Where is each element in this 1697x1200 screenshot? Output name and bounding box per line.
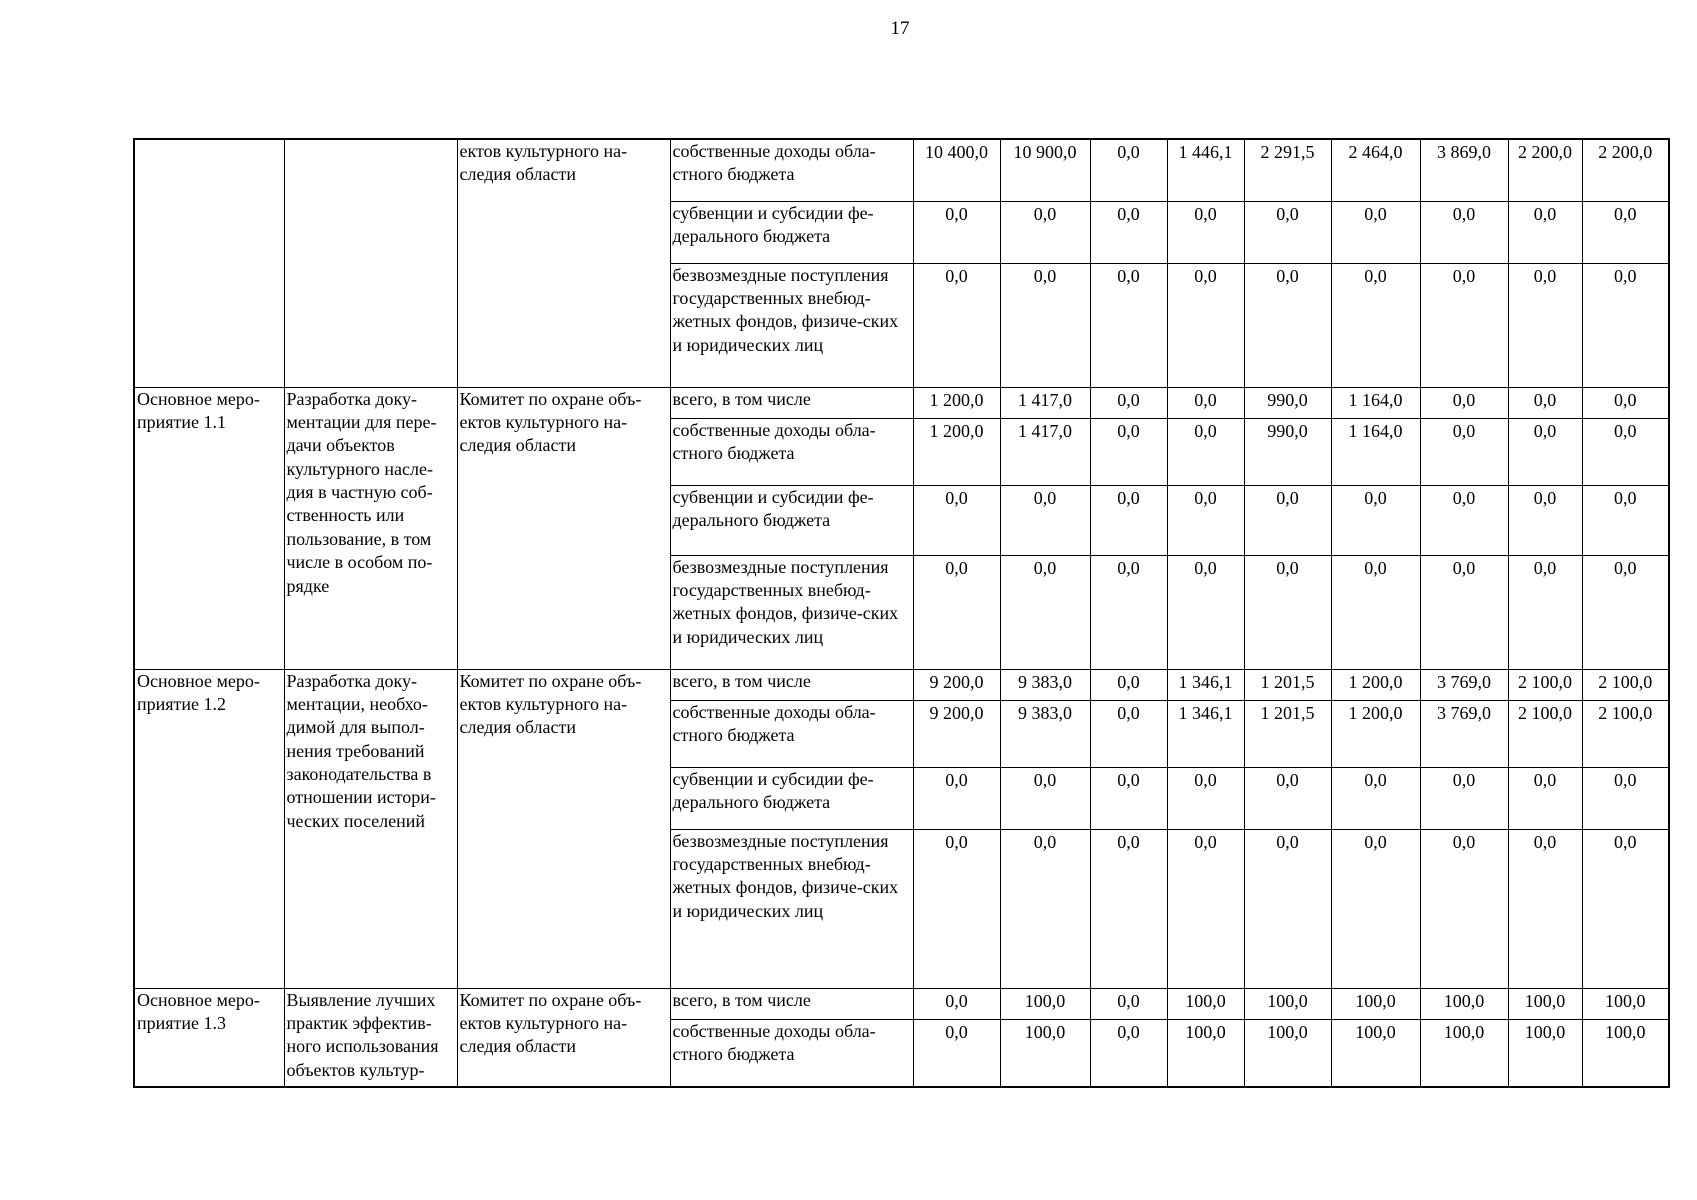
value-cell: 1 346,1 (1167, 669, 1244, 700)
value-cell: 100,0 (1582, 988, 1669, 1019)
value-cell: 10 900,0 (1000, 139, 1090, 201)
funding-source-cell: безвозмездные поступления государственных внебюд-жетных фондов, физиче-ских и юридических лиц (670, 829, 913, 988)
value-cell: 0,0 (1508, 485, 1582, 555)
funding-source-cell: собственные доходы обла-стного бюджета (670, 700, 913, 767)
group-executor-cell: Комитет по охране объ-ектов культурного на-следия области (457, 669, 670, 988)
value-cell: 1 164,0 (1331, 418, 1420, 485)
value-cell: 1 201,5 (1244, 700, 1331, 767)
table-row (134, 387, 1669, 418)
value-cell: 0,0 (1582, 829, 1669, 988)
value-cell: 0,0 (1331, 767, 1420, 829)
value-cell: 100,0 (1508, 988, 1582, 1019)
value-cell: 0,0 (1000, 485, 1090, 555)
value-cell: 1 446,1 (1167, 139, 1244, 201)
funding-source-cell: всего, в том числе (670, 669, 913, 700)
value-cell: 0,0 (1090, 263, 1167, 387)
value-cell: 0,0 (1090, 418, 1167, 485)
group-executor-cell: ектов культурного на-следия области (457, 139, 670, 387)
value-cell: 0,0 (1420, 555, 1508, 669)
funding-source-cell: всего, в том числе (670, 387, 913, 418)
value-cell: 2 100,0 (1582, 700, 1669, 767)
value-cell: 0,0 (1090, 829, 1167, 988)
group-title-cell (284, 139, 457, 387)
value-cell: 0,0 (1420, 485, 1508, 555)
funding-source-cell: собственные доходы обла-стного бюджета (670, 418, 913, 485)
value-cell: 990,0 (1244, 387, 1331, 418)
value-cell: 0,0 (1090, 555, 1167, 669)
funding-source-cell: субвенции и субсидии фе-дерального бюджета (670, 201, 913, 263)
value-cell: 100,0 (1167, 1019, 1244, 1087)
budget-table (133, 138, 1670, 1088)
value-cell: 2 291,5 (1244, 139, 1331, 201)
funding-source-cell: собственные доходы обла-стного бюджета (670, 1019, 913, 1087)
group-title-cell: Разработка доку-ментации для пере-дачи объектов культурного насле-дия в частную соб-ственность или пользование, в том числе в особом по-рядке (284, 387, 457, 669)
value-cell: 100,0 (1420, 988, 1508, 1019)
funding-source-cell: безвозмездные поступления государственных внебюд-жетных фондов, физиче-ских и юридических лиц (670, 555, 913, 669)
value-cell: 0,0 (1508, 418, 1582, 485)
value-cell: 100,0 (1000, 1019, 1090, 1087)
group-executor-cell: Комитет по охране объ-ектов культурного на-следия области (457, 988, 670, 1087)
value-cell: 0,0 (1167, 263, 1244, 387)
value-cell: 0,0 (1582, 555, 1669, 669)
value-cell: 1 346,1 (1167, 700, 1244, 767)
value-cell: 2 200,0 (1582, 139, 1669, 201)
value-cell: 2 100,0 (1508, 700, 1582, 767)
value-cell: 1 201,5 (1244, 669, 1331, 700)
value-cell: 0,0 (1420, 387, 1508, 418)
value-cell: 0,0 (1090, 767, 1167, 829)
value-cell: 0,0 (913, 767, 1000, 829)
value-cell: 9 200,0 (913, 700, 1000, 767)
value-cell: 0,0 (1000, 201, 1090, 263)
value-cell: 100,0 (1582, 1019, 1669, 1087)
value-cell: 0,0 (1244, 201, 1331, 263)
table-row (134, 669, 1669, 700)
value-cell: 0,0 (1000, 555, 1090, 669)
group-name-cell (134, 139, 284, 387)
value-cell: 100,0 (1244, 1019, 1331, 1087)
value-cell: 0,0 (1000, 767, 1090, 829)
value-cell: 1 200,0 (1331, 700, 1420, 767)
funding-source-cell: субвенции и субсидии фе-дерального бюджета (670, 767, 913, 829)
value-cell: 9 200,0 (913, 669, 1000, 700)
group-title-cell: Разработка доку-ментации, необхо-димой для выпол-нения требований законодательства в отношении истори-ческих поселений (284, 669, 457, 988)
value-cell: 0,0 (1244, 555, 1331, 669)
value-cell: 2 100,0 (1582, 669, 1669, 700)
table-row (134, 139, 1669, 201)
value-cell: 0,0 (1420, 829, 1508, 988)
value-cell: 0,0 (1244, 767, 1331, 829)
value-cell: 100,0 (1508, 1019, 1582, 1087)
value-cell: 0,0 (913, 485, 1000, 555)
value-cell: 0,0 (1582, 387, 1669, 418)
value-cell: 0,0 (1508, 201, 1582, 263)
value-cell: 0,0 (1167, 201, 1244, 263)
value-cell: 0,0 (1420, 201, 1508, 263)
value-cell: 0,0 (913, 1019, 1000, 1087)
funding-source-cell: субвенции и субсидии фе-дерального бюджета (670, 485, 913, 555)
value-cell: 1 164,0 (1331, 387, 1420, 418)
value-cell: 0,0 (1090, 139, 1167, 201)
value-cell: 1 417,0 (1000, 418, 1090, 485)
value-cell: 0,0 (1090, 988, 1167, 1019)
value-cell: 0,0 (1331, 201, 1420, 263)
value-cell: 0,0 (913, 201, 1000, 263)
funding-source-cell: всего, в том числе (670, 988, 913, 1019)
value-cell: 0,0 (913, 263, 1000, 387)
value-cell: 3 769,0 (1420, 700, 1508, 767)
value-cell: 0,0 (913, 988, 1000, 1019)
value-cell: 0,0 (1508, 555, 1582, 669)
value-cell: 0,0 (913, 829, 1000, 988)
value-cell: 3 869,0 (1420, 139, 1508, 201)
value-cell: 0,0 (1000, 829, 1090, 988)
value-cell: 1 417,0 (1000, 387, 1090, 418)
value-cell: 0,0 (1582, 767, 1669, 829)
value-cell: 0,0 (1090, 1019, 1167, 1087)
value-cell: 100,0 (1167, 988, 1244, 1019)
value-cell: 0,0 (1420, 263, 1508, 387)
value-cell: 10 400,0 (913, 139, 1000, 201)
value-cell: 0,0 (913, 555, 1000, 669)
value-cell: 0,0 (1000, 263, 1090, 387)
value-cell: 990,0 (1244, 418, 1331, 485)
page-number: 17 (890, 18, 910, 39)
value-cell: 0,0 (1508, 387, 1582, 418)
value-cell: 0,0 (1331, 263, 1420, 387)
value-cell: 0,0 (1090, 387, 1167, 418)
value-cell: 9 383,0 (1000, 669, 1090, 700)
value-cell: 0,0 (1420, 767, 1508, 829)
value-cell: 0,0 (1331, 485, 1420, 555)
value-cell: 2 464,0 (1331, 139, 1420, 201)
value-cell: 0,0 (1331, 829, 1420, 988)
value-cell: 0,0 (1167, 387, 1244, 418)
value-cell: 0,0 (1167, 485, 1244, 555)
value-cell: 0,0 (1090, 669, 1167, 700)
value-cell: 100,0 (1244, 988, 1331, 1019)
value-cell: 1 200,0 (913, 387, 1000, 418)
funding-source-cell: собственные доходы обла-стного бюджета (670, 139, 913, 201)
group-name-cell: Основное меро-приятие 1.3 (134, 988, 284, 1087)
value-cell: 0,0 (1244, 485, 1331, 555)
value-cell: 1 200,0 (1331, 669, 1420, 700)
value-cell: 0,0 (1582, 263, 1669, 387)
group-name-cell: Основное меро-приятие 1.1 (134, 387, 284, 669)
value-cell: 0,0 (1244, 263, 1331, 387)
value-cell: 100,0 (1331, 1019, 1420, 1087)
value-cell: 0,0 (1331, 555, 1420, 669)
value-cell: 0,0 (1420, 418, 1508, 485)
value-cell: 100,0 (1000, 988, 1090, 1019)
value-cell: 2 100,0 (1508, 669, 1582, 700)
value-cell: 0,0 (1167, 829, 1244, 988)
value-cell: 0,0 (1090, 485, 1167, 555)
group-executor-cell: Комитет по охране объ-ектов культурного на-следия области (457, 387, 670, 669)
value-cell: 0,0 (1508, 829, 1582, 988)
value-cell: 0,0 (1508, 263, 1582, 387)
value-cell: 0,0 (1167, 555, 1244, 669)
value-cell: 0,0 (1244, 829, 1331, 988)
value-cell: 0,0 (1090, 700, 1167, 767)
funding-source-cell: безвозмездные поступления государственных внебюд-жетных фондов, физиче-ских и юридических лиц (670, 263, 913, 387)
value-cell: 0,0 (1582, 201, 1669, 263)
group-name-cell: Основное меро-приятие 1.2 (134, 669, 284, 988)
value-cell: 100,0 (1420, 1019, 1508, 1087)
value-cell: 0,0 (1167, 767, 1244, 829)
value-cell: 3 769,0 (1420, 669, 1508, 700)
table-row (134, 988, 1669, 1019)
value-cell: 0,0 (1090, 201, 1167, 263)
value-cell: 1 200,0 (913, 418, 1000, 485)
value-cell: 0,0 (1582, 485, 1669, 555)
value-cell: 0,0 (1508, 767, 1582, 829)
value-cell: 0,0 (1167, 418, 1244, 485)
value-cell: 100,0 (1331, 988, 1420, 1019)
group-title-cell: Выявление лучших практик эффектив-ного использования объектов культур- (284, 988, 457, 1087)
value-cell: 9 383,0 (1000, 700, 1090, 767)
value-cell: 0,0 (1582, 418, 1669, 485)
value-cell: 2 200,0 (1508, 139, 1582, 201)
